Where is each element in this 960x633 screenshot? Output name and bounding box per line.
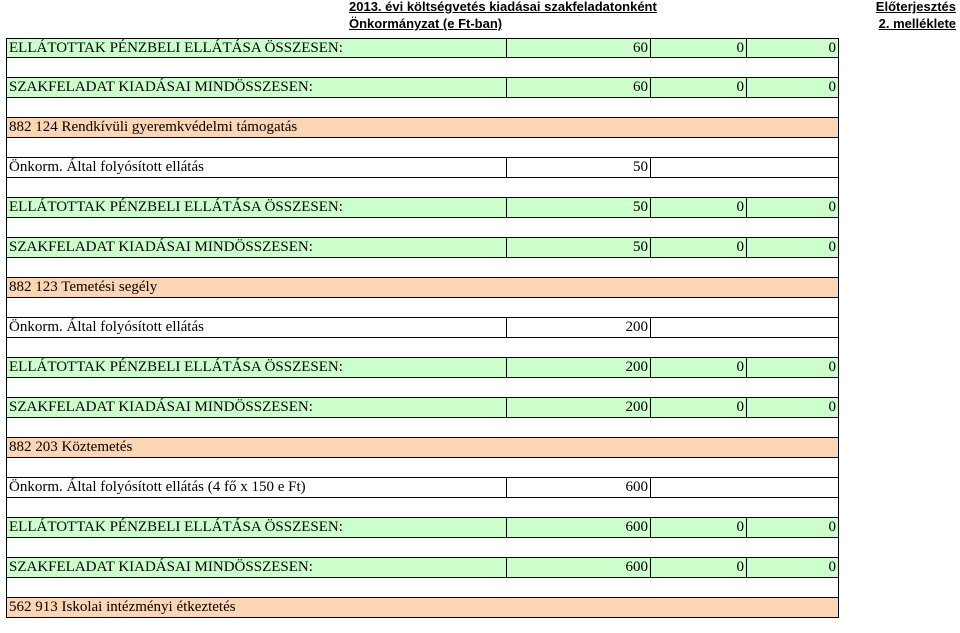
value-cell: 600 <box>506 518 651 537</box>
spacer-row <box>6 298 839 318</box>
section-heading: 882 123 Temetési segély <box>9 279 158 295</box>
value-cell: 0 <box>828 519 836 535</box>
value-cell: 0 <box>828 40 836 56</box>
row-label: ELLÁTOTTAK PÉNZBELI ELLÁTÁSA ÖSSZESEN: <box>9 199 343 215</box>
spacer-row <box>6 498 839 518</box>
section-heading-row <box>6 598 839 618</box>
value-cell: 0 <box>651 78 747 97</box>
section-heading: 562 913 Iskolai intézményi étkeztetés <box>9 599 236 615</box>
row-label: ELLÁTOTTAK PÉNZBELI ELLÁTÁSA ÖSSZESEN: <box>9 359 343 375</box>
section-heading-row <box>6 438 839 458</box>
spacer-row <box>6 458 839 478</box>
value-cell: 60 <box>506 78 651 97</box>
spacer-row <box>6 178 839 198</box>
row-label: Önkorm. Által folyósított ellátás <box>9 319 204 335</box>
value-cell: 60 <box>506 39 651 58</box>
value-cell: 0 <box>651 198 747 217</box>
value-cell: 50 <box>506 158 651 177</box>
value-cell: 0 <box>651 238 747 257</box>
table-row <box>6 518 839 538</box>
value-cell: 0 <box>651 558 747 577</box>
table-row <box>6 158 839 178</box>
row-label: SZAKFELADAT KIADÁSAI MINDÖSSZESEN: <box>9 239 313 255</box>
spacer-row <box>6 218 839 238</box>
row-label: Önkorm. Által folyósított ellátás (4 fő x 150 e Ft) <box>9 479 306 495</box>
appendix-label: 2. melléklete <box>878 16 956 31</box>
value-cell: 0 <box>828 199 836 215</box>
section-heading-row <box>6 118 839 138</box>
value-cell: 50 <box>506 238 651 257</box>
value-cell: 0 <box>828 79 836 95</box>
value-cell: 0 <box>651 518 747 537</box>
spacer-row <box>6 258 839 278</box>
value-cell: 0 <box>828 239 836 255</box>
spacer-row <box>6 378 839 398</box>
row-label: ELLÁTOTTAK PÉNZBELI ELLÁTÁSA ÖSSZESEN: <box>9 519 343 535</box>
value-cell: 0 <box>828 399 836 415</box>
row-label: SZAKFELADAT KIADÁSAI MINDÖSSZESEN: <box>9 79 313 95</box>
value-cell: 200 <box>506 358 651 377</box>
spacer-row <box>6 338 839 358</box>
value-cell: 0 <box>828 359 836 375</box>
value-cell: 200 <box>506 318 651 337</box>
table-row <box>6 238 839 258</box>
budget-table <box>6 38 839 618</box>
row-label: SZAKFELADAT KIADÁSAI MINDÖSSZESEN: <box>9 399 313 415</box>
value-cell: 0 <box>828 559 836 575</box>
spacer-row <box>6 98 839 118</box>
value-cell: 0 <box>651 398 747 417</box>
row-label: SZAKFELADAT KIADÁSAI MINDÖSSZESEN: <box>9 559 313 575</box>
value-cell: 0 <box>651 358 747 377</box>
table-row <box>6 198 839 218</box>
table-row <box>6 38 839 58</box>
status-label: Előterjesztés <box>875 0 956 14</box>
value-cell: 0 <box>651 39 747 58</box>
table-row <box>6 558 839 578</box>
value-cell: 600 <box>506 478 651 497</box>
row-label: Önkorm. Által folyósított ellátás <box>9 159 204 175</box>
table-row <box>6 398 839 418</box>
row-label: ELLÁTOTTAK PÉNZBELI ELLÁTÁSA ÖSSZESEN: <box>9 40 343 56</box>
section-heading-row <box>6 278 839 298</box>
spacer-row <box>6 58 839 78</box>
spacer-row <box>6 418 839 438</box>
table-row <box>6 78 839 98</box>
document-title: 2013. évi költségvetés kiadásai szakfeladatonként <box>349 0 657 14</box>
section-heading: 882 124 Rendkívüli gyeremkvédelmi támogatás <box>9 119 298 135</box>
section-heading: 882 203 Köztemetés <box>9 439 133 455</box>
value-cell: 50 <box>506 198 651 217</box>
table-row <box>6 358 839 378</box>
document-subtitle: Önkormányzat (e Ft-ban) <box>349 16 503 31</box>
value-cell: 600 <box>506 558 651 577</box>
value-cell: 200 <box>506 398 651 417</box>
spacer-row <box>6 138 839 158</box>
table-row <box>6 318 839 338</box>
table-row <box>6 478 839 498</box>
spacer-row <box>6 538 839 558</box>
spacer-row <box>6 578 839 598</box>
